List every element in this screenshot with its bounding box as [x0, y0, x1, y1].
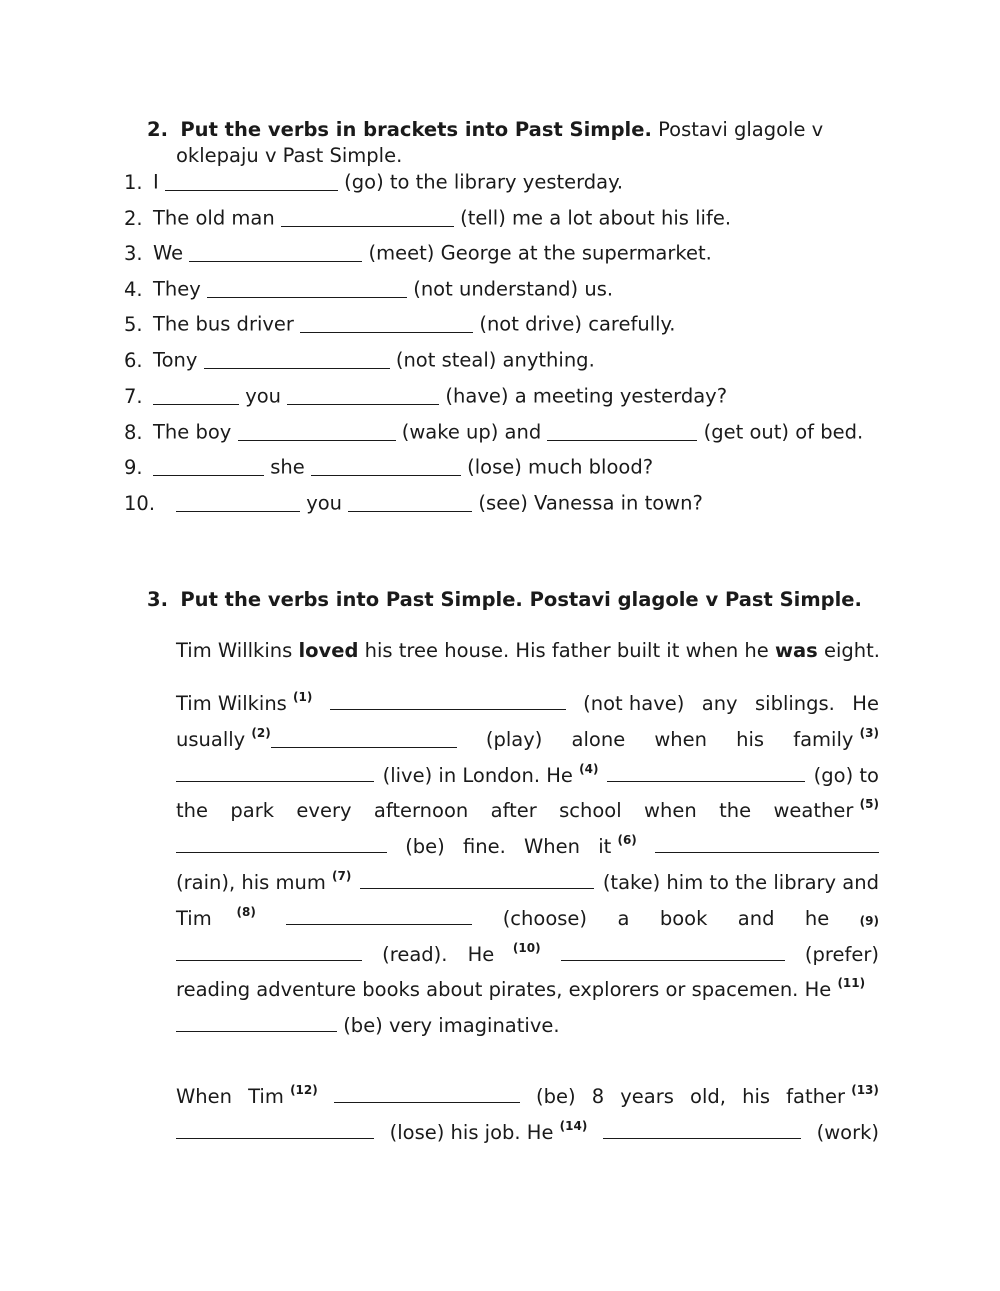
answer-blank[interactable]	[655, 833, 879, 854]
text-fragment: 2.	[124, 206, 143, 230]
text-fragment: book	[659, 906, 708, 930]
text-fragment: loved	[298, 639, 359, 662]
answer-blank[interactable]	[207, 277, 407, 298]
text-fragment: eight.	[817, 639, 880, 662]
text-fragment: when	[654, 727, 707, 751]
text-fragment: They	[153, 277, 208, 301]
text-fragment: (be)	[535, 1085, 576, 1108]
blank-number: (11)	[837, 976, 866, 991]
text-fragment: school	[559, 799, 622, 823]
text-fragment: was	[774, 639, 818, 662]
section3-heading	[147, 588, 862, 611]
answer-blank[interactable]	[561, 940, 785, 961]
text-fragment: (choose)	[502, 906, 588, 930]
text-fragment: and	[737, 906, 775, 930]
paragraph-line	[176, 972, 879, 1008]
text-fragment: (read).	[382, 942, 448, 966]
list-item	[124, 277, 613, 301]
blank-number: (3)	[859, 725, 879, 740]
answer-blank[interactable]	[287, 384, 439, 405]
text-fragment: Tim Willkins	[176, 639, 299, 662]
text-fragment: any	[701, 692, 738, 715]
text-fragment: it	[598, 835, 612, 859]
answer-blank[interactable]	[348, 491, 472, 512]
text-fragment: (live) in London. He	[382, 763, 573, 787]
blank-number: (14)	[559, 1118, 588, 1133]
paragraph-line	[176, 793, 879, 829]
text-fragment: (lose) much blood?	[460, 455, 654, 479]
text-fragment: every	[296, 799, 352, 823]
answer-blank[interactable]	[311, 455, 461, 476]
text-fragment: his	[736, 727, 765, 751]
text-fragment: the	[176, 799, 209, 823]
text-fragment: He	[467, 942, 495, 966]
text-fragment: the	[719, 799, 752, 823]
text-fragment: (not have)	[583, 692, 685, 715]
text-fragment: after	[490, 799, 537, 823]
text-fragment: The old man	[153, 206, 281, 230]
text-fragment: (prefer)	[804, 942, 879, 966]
answer-blank[interactable]	[176, 761, 374, 782]
text-fragment: Tim	[176, 906, 212, 930]
paragraph-line	[176, 829, 879, 865]
paragraph-line	[176, 1008, 879, 1044]
list-item	[124, 384, 727, 408]
answer-blank[interactable]	[334, 1083, 520, 1104]
text-fragment: We	[153, 241, 190, 265]
blank-number: (13)	[851, 1083, 879, 1097]
answer-blank[interactable]	[176, 833, 387, 854]
text-fragment: you	[239, 384, 288, 408]
text-fragment: (rain), his mum	[176, 870, 326, 894]
paragraph-line	[176, 937, 879, 973]
text-fragment: afternoon	[373, 799, 469, 823]
text-fragment: When	[524, 835, 580, 859]
paragraph-line	[176, 758, 879, 794]
text-fragment: (not drive) carefully.	[473, 312, 676, 336]
paragraph-line	[176, 1115, 879, 1151]
text-fragment: (go) to	[813, 763, 879, 787]
text-fragment: (take) him to the library and	[602, 870, 879, 894]
section2-title-line2: oklepaju v Past Simple.	[176, 144, 403, 167]
answer-blank[interactable]	[360, 868, 594, 889]
text-fragment: you	[300, 491, 349, 515]
text-fragment: (be) very imaginative.	[343, 1014, 560, 1038]
answer-blank[interactable]	[547, 420, 697, 441]
answer-blank[interactable]	[286, 904, 472, 925]
paragraph-line	[176, 865, 879, 901]
text-fragment: 4.	[124, 277, 143, 301]
answer-blank[interactable]	[330, 690, 566, 711]
list-item	[124, 206, 731, 230]
list-item	[124, 348, 595, 372]
text-fragment: 3.	[124, 241, 143, 265]
blank-number: (1)	[293, 690, 313, 704]
blank-number: (10)	[512, 940, 541, 955]
text-fragment: (go) to the library yesterday.	[337, 170, 624, 194]
text-fragment: she	[264, 455, 311, 479]
text-fragment: When	[176, 1085, 232, 1108]
answer-blank[interactable]	[204, 348, 390, 369]
text-fragment: (play)	[485, 727, 543, 751]
text-fragment: (have) a meeting yesterday?	[439, 384, 728, 408]
text-fragment: The boy	[153, 420, 238, 444]
blank-number: (2)	[251, 725, 271, 740]
section3-number: 3.	[147, 588, 168, 611]
blank-number: (8)	[236, 904, 256, 919]
section2-title-rest: Postavi glagole v	[651, 118, 824, 141]
text-fragment: (see) Vanessa in town?	[472, 491, 703, 515]
text-fragment: alone	[571, 727, 626, 751]
paragraph-line	[176, 1079, 879, 1115]
text-fragment: father	[786, 1085, 846, 1108]
text-fragment: Tim	[248, 1085, 284, 1108]
answer-blank[interactable]	[189, 241, 362, 262]
text-fragment: park	[230, 799, 275, 823]
text-fragment: family	[793, 727, 854, 751]
text-fragment: I	[153, 170, 165, 194]
text-fragment: (not understand) us.	[407, 277, 614, 301]
text-fragment: he	[804, 906, 830, 930]
blank-number: (12)	[290, 1083, 318, 1097]
answer-blank[interactable]	[153, 455, 264, 476]
text-fragment: old,	[690, 1085, 726, 1108]
text-fragment: 10.	[124, 491, 156, 515]
text-fragment: (get out) of bed.	[697, 420, 864, 444]
text-fragment: 5.	[124, 312, 143, 336]
text-fragment: 7.	[124, 384, 143, 408]
blank-number: (4)	[579, 761, 599, 776]
text-fragment: (work)	[816, 1120, 879, 1144]
text-fragment: 8.	[124, 420, 143, 444]
paragraph-line: Tim $^{(8)}$ (choose) a book and he (9)	[176, 901, 879, 937]
text-fragment: (be)	[405, 835, 445, 859]
answer-blank[interactable]	[176, 1012, 337, 1033]
text-fragment: (not steal) anything.	[389, 348, 595, 372]
answer-blank[interactable]	[271, 727, 457, 748]
answer-blank[interactable]	[281, 206, 454, 227]
text-fragment: Tim Wilkins	[176, 692, 287, 715]
text-fragment: weather	[773, 799, 854, 823]
text-fragment: siblings.	[755, 692, 835, 715]
text-fragment: 9.	[124, 455, 143, 479]
text-fragment: usually	[176, 727, 246, 751]
section2-heading	[147, 118, 823, 141]
text-fragment: 8	[591, 1085, 605, 1108]
list-item	[124, 241, 712, 265]
section2-number: 2.	[147, 118, 168, 141]
text-fragment: Tony	[153, 348, 204, 372]
text-fragment: his tree house. His father built it when he	[358, 639, 775, 662]
text-fragment: He	[852, 692, 879, 715]
list-item	[124, 420, 863, 444]
blank-number: (5)	[859, 797, 879, 812]
text-fragment: his	[742, 1085, 771, 1108]
text-fragment: a	[617, 906, 630, 930]
story-paragraph-1	[176, 686, 879, 1044]
list-item	[124, 491, 703, 515]
section2-title-bold: Put the verbs in brackets into Past Simple.	[180, 118, 652, 141]
text-fragment: The bus driver	[153, 312, 301, 336]
text-fragment: reading adventure books about pirates, explorers or spacemen. He	[176, 978, 832, 1002]
text-fragment: 6.	[124, 348, 143, 372]
text-fragment: years	[620, 1085, 674, 1108]
text-fragment: 1.	[124, 170, 143, 194]
answer-blank[interactable]	[176, 491, 300, 512]
text-fragment: (wake up) and	[395, 420, 548, 444]
story-paragraph-2	[176, 1079, 879, 1151]
example-sentence	[176, 639, 880, 662]
answer-blank[interactable]	[165, 170, 338, 191]
answer-blank[interactable]	[603, 1118, 801, 1139]
paragraph-line	[176, 722, 879, 758]
answer-blank[interactable]	[238, 420, 396, 441]
text-fragment: when	[644, 799, 697, 823]
section3-title: Put the verbs into Past Simple. Postavi glagole v Past Simple.	[180, 588, 862, 611]
text-fragment: (meet) George at the supermarket.	[362, 241, 712, 265]
answer-blank[interactable]	[176, 940, 362, 961]
answer-blank[interactable]	[153, 384, 239, 405]
text-fragment: fine.	[462, 835, 506, 859]
blank-number: (7)	[332, 868, 352, 883]
paragraph-line	[176, 686, 879, 722]
list-item	[124, 312, 676, 336]
list-item	[124, 170, 623, 194]
answer-blank[interactable]	[607, 761, 805, 782]
text-fragment: (tell) me a lot about his life.	[453, 206, 732, 230]
blank-number: (6)	[617, 833, 637, 848]
list-item	[124, 455, 653, 479]
text-fragment: (lose) his job. He	[389, 1120, 554, 1144]
answer-blank[interactable]	[176, 1118, 374, 1139]
answer-blank[interactable]	[300, 312, 473, 333]
